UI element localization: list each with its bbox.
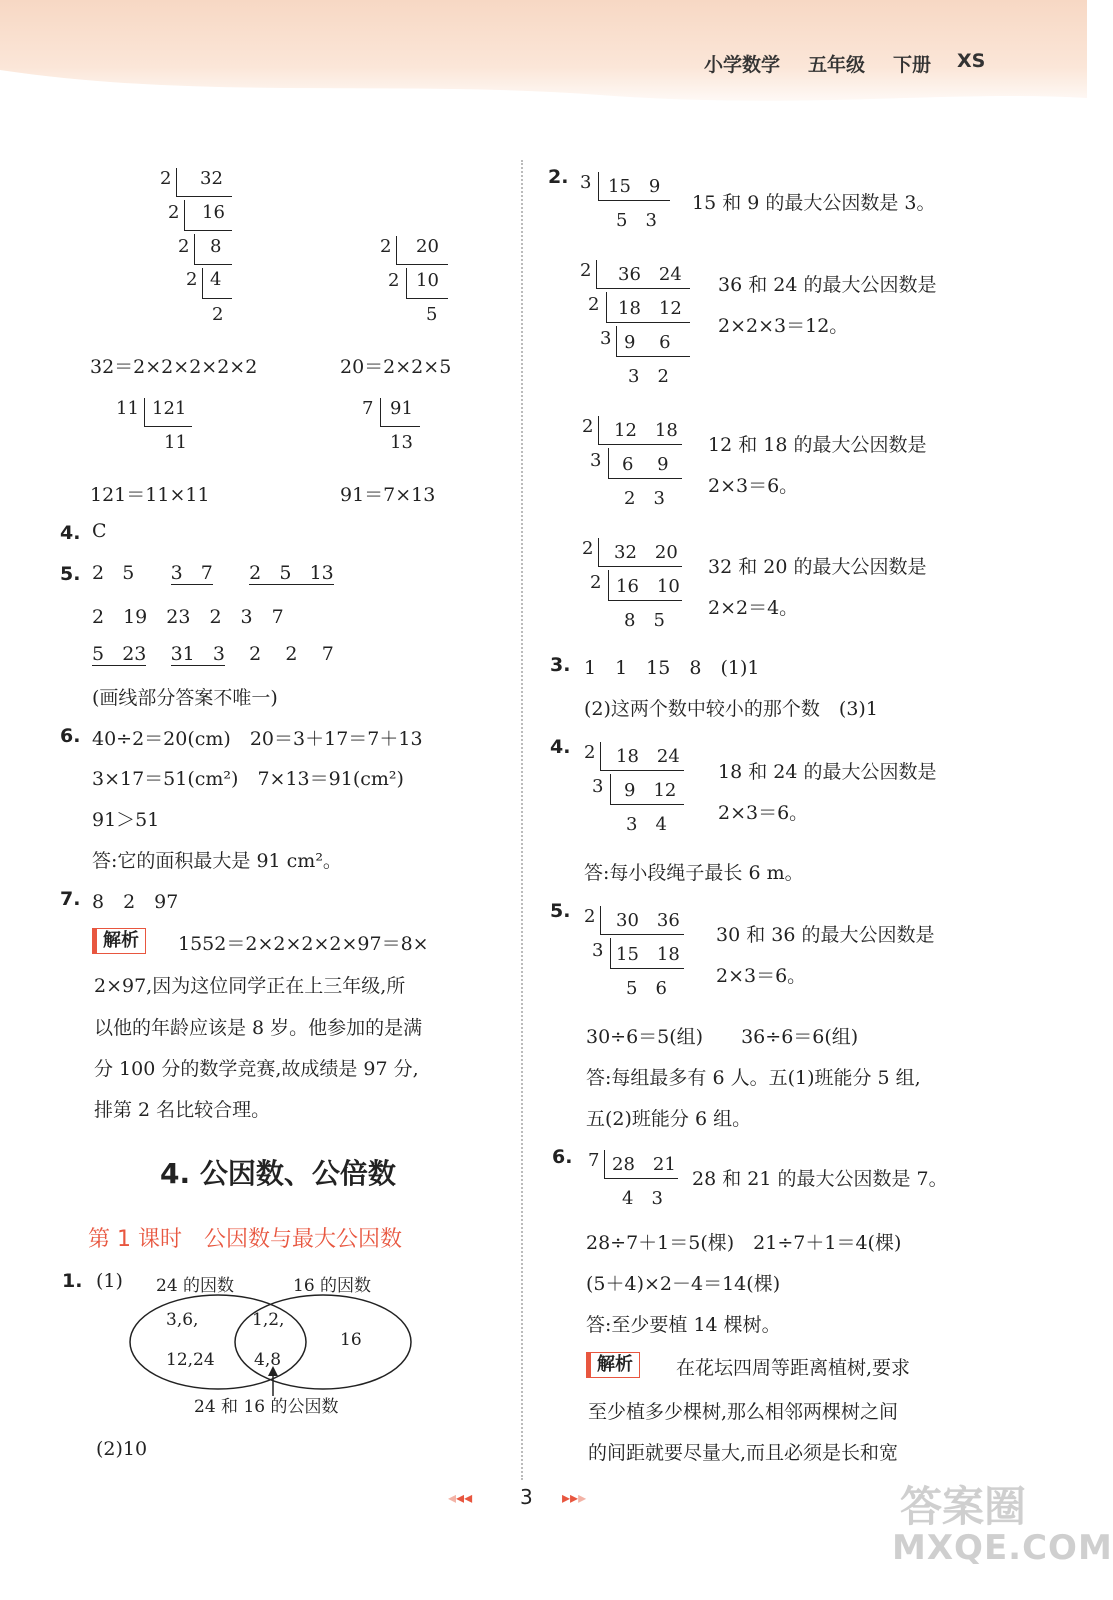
q2d-division: 2 32 20 2 16 10 8 5 xyxy=(582,538,692,638)
venn-label-24: 24 的因数 xyxy=(156,1276,235,1296)
q2c-text1: 12 和 18 的最大公因数是 xyxy=(708,434,927,456)
q1-sub1: (1) xyxy=(96,1270,123,1292)
lesson-title: 第 1 课时 公因数与最大公因数 xyxy=(88,1227,402,1252)
header-edition: XS xyxy=(957,50,986,72)
q6r-explain-line2: 至少植多少棵树,那么相邻两棵树之间 xyxy=(588,1401,899,1423)
q3-line2: (2)这两个数中较小的那个数 (3)1 xyxy=(584,698,878,720)
q3-line1: 1 1 15 8 (1)1 xyxy=(584,657,760,679)
q5-number: 5. xyxy=(60,563,81,585)
q2d-text2: 2×2＝4。 xyxy=(708,597,799,619)
q6r-line1: 28÷7＋1＝5(棵) 21÷7＋1＝4(棵) xyxy=(586,1232,902,1254)
q6r-number: 6. xyxy=(552,1146,573,1168)
q2b-text2: 2×2×3＝12。 xyxy=(718,315,849,337)
q2c-division: 2 12 18 3 6 9 2 3 xyxy=(582,416,692,516)
q2a-text: 15 和 9 的最大公因数是 3。 xyxy=(692,192,936,214)
eq-32: 32＝2×2×2×2×2 xyxy=(90,356,258,378)
venn-left-2: 12,24 xyxy=(166,1350,215,1370)
q6r-text1: 28 和 21 的最大公因数是 7。 xyxy=(692,1168,948,1190)
q6-line4: 答:它的面积最大是 91 cm²。 xyxy=(92,850,342,872)
header-wave xyxy=(0,70,1087,120)
q4-number: 4. xyxy=(60,522,81,544)
short-division-121: 11 121 11 xyxy=(116,398,216,468)
venn-label-16: 16 的因数 xyxy=(293,1276,372,1296)
header-grade: 五年级 xyxy=(808,54,866,76)
venn-diagram xyxy=(128,1292,418,1402)
column-divider xyxy=(521,160,523,1480)
q2d-text1: 32 和 20 的最大公因数是 xyxy=(708,556,927,578)
q6r-explain-tag: 解析 xyxy=(586,1352,640,1378)
q7-explain-line5: 排第 2 名比较合理。 xyxy=(94,1099,271,1121)
venn-right: 16 xyxy=(340,1330,362,1350)
page-number: 3 xyxy=(520,1485,533,1509)
watermark-logo: 答案圈 xyxy=(900,1482,1027,1531)
q5r-text1: 30 和 36 的最大公因数是 xyxy=(716,924,935,946)
q5-line1: 2 5 3 7 2 5 13 xyxy=(92,562,334,584)
q2a-division: 3 15 9 5 3 xyxy=(580,172,680,232)
eq-91: 91＝7×13 xyxy=(340,484,436,506)
q6r-explain-line1: 在花坛四周等距离植树,要求 xyxy=(676,1357,911,1379)
q6-number: 6. xyxy=(60,725,81,747)
venn-mid-2: 4,8 xyxy=(254,1350,282,1370)
venn-left-1: 3,6, xyxy=(166,1310,199,1330)
q7-explain-tag: 解析 xyxy=(92,928,146,954)
q4r-answer: 答:每小段绳子最长 6 m。 xyxy=(584,862,804,884)
q4r-text2: 2×3＝6。 xyxy=(718,802,809,824)
q5r-line1: 30÷6＝5(组) 36÷6＝6(组) xyxy=(586,1026,859,1048)
next-arrows-icon: ▸▸▸ xyxy=(562,1488,587,1507)
venn-bottom-label: 24 和 16 的公因数 xyxy=(194,1397,339,1417)
eq-121: 121＝11×11 xyxy=(90,484,210,506)
short-division-91: 7 91 13 xyxy=(362,398,452,468)
short-division-32: 2 32 2 16 2 8 2 4 2 xyxy=(160,168,260,338)
q3-number: 3. xyxy=(550,654,571,676)
eq-20: 20＝2×2×5 xyxy=(340,356,452,378)
q6-line1: 40÷2＝20(cm) 20＝3＋17＝7＋13 xyxy=(92,728,423,750)
q5-note: (画线部分答案不唯一) xyxy=(92,687,278,709)
q5r-line2: 答:每组最多有 6 人。五(1)班能分 5 组, xyxy=(586,1067,921,1089)
q6r-division: 7 28 21 4 3 xyxy=(588,1150,688,1220)
q7-explain-line1: 1552＝2×2×2×2×97＝8× xyxy=(178,933,429,955)
q5-line3: 5 23 31 3 2 2 7 xyxy=(92,643,334,665)
section-title: 4. 公因数、公倍数 xyxy=(160,1157,396,1190)
q6-line3: 91＞51 xyxy=(92,809,160,831)
q5-line2: 2 19 23 2 3 7 xyxy=(92,606,284,628)
q6-line2: 3×17＝51(cm²) 7×13＝91(cm²) xyxy=(92,768,404,790)
q4r-number: 4. xyxy=(550,736,571,758)
q5r-division: 2 30 36 3 15 18 5 6 xyxy=(584,906,694,1006)
q7-explain-line3: 以他的年龄应该是 8 岁。他参加的是满 xyxy=(94,1017,423,1039)
q5r-line3: 五(2)班能分 6 组。 xyxy=(586,1108,752,1130)
q2b-division: 2 36 24 2 18 12 3 9 6 3 2 xyxy=(580,260,700,390)
q1-number: 1. xyxy=(62,1270,83,1292)
q6r-line2: (5＋4)×2－4＝14(棵) xyxy=(586,1273,781,1295)
q4-answer: C xyxy=(92,520,107,542)
q7-explain-line4: 分 100 分的数学竞赛,故成绩是 97 分, xyxy=(94,1058,419,1080)
venn-mid-1: 1,2, xyxy=(252,1310,285,1330)
q5r-number: 5. xyxy=(550,900,571,922)
q7-explain-line2: 2×97,因为这位同学正在上三年级,所 xyxy=(94,975,406,997)
q5r-text2: 2×3＝6。 xyxy=(716,965,807,987)
prev-arrows-icon: ◂◂◂ xyxy=(448,1488,473,1507)
q1-sub2: (2)10 xyxy=(96,1438,148,1460)
q2b-text1: 36 和 24 的最大公因数是 xyxy=(718,274,937,296)
q7-answer: 8 2 97 xyxy=(92,891,179,913)
q4r-division: 2 18 24 3 9 12 3 4 xyxy=(584,742,694,842)
q6r-explain-line3: 的间距就要尽量大,而且必须是长和宽 xyxy=(588,1442,899,1464)
short-division-20: 2 20 2 10 5 xyxy=(380,236,470,336)
q4r-text1: 18 和 24 的最大公因数是 xyxy=(718,761,937,783)
q2c-text2: 2×3＝6。 xyxy=(708,475,799,497)
header-subject: 小学数学 xyxy=(704,54,781,76)
header-volume: 下册 xyxy=(893,54,932,76)
q6r-line3: 答:至少要植 14 棵树。 xyxy=(586,1314,781,1336)
q7-number: 7. xyxy=(60,888,81,910)
watermark-url: MXQE.COM xyxy=(892,1528,1113,1568)
q2-number: 2. xyxy=(548,166,569,188)
